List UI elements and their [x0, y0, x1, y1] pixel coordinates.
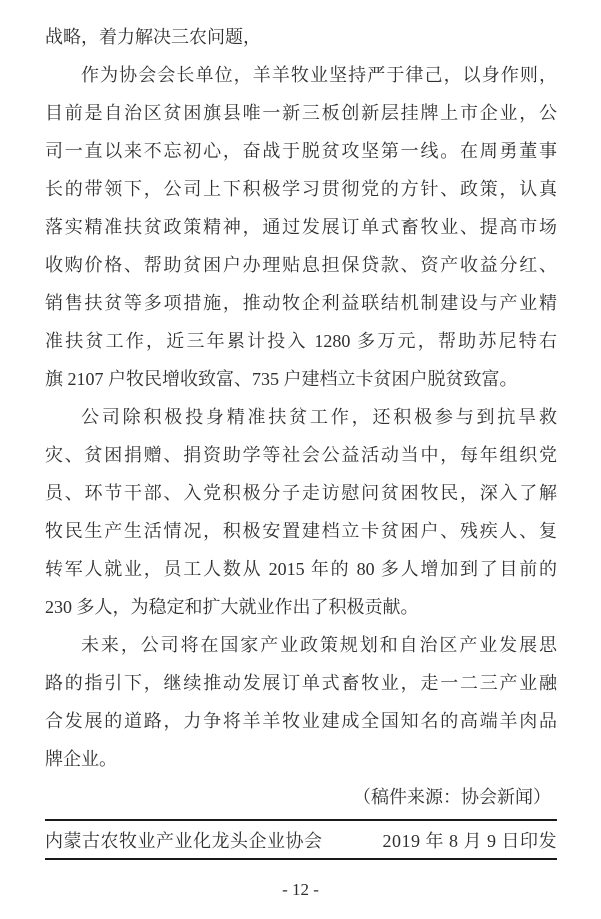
text-line: 作为协会会长单位，羊羊牧业坚持严于律己，以身作则，	[81, 65, 557, 85]
text-line: 灾、贫困捐赠、捐资助学等社会公益活动当中，每年组织党	[45, 445, 557, 465]
text-line: 合发展的道路，力争将羊羊牧业建成全国知名的高端羊肉品	[45, 711, 557, 731]
text-line: 旗 2107 户牧民增收致富、735 户建档立卡贫困户脱贫致富。	[45, 369, 518, 389]
text-line: 公司除积极投身精准扶贫工作，还积极参与到抗旱救	[81, 407, 557, 427]
document-body	[45, 18, 557, 816]
text-line: 转军人就业，员工人数从 2015 年的 80 多人增加到了目前的	[45, 559, 557, 579]
footer-rule-bottom	[45, 858, 557, 860]
footer-issuer: 内蒙古农牧业产业化龙头企业协会	[45, 830, 323, 851]
text-line: 牌企业。	[45, 749, 117, 769]
text-line: 员、环节干部、入党积极分子走访慰问贫困牧民，深入了解	[45, 483, 557, 503]
footer-print-date: 2019 年 8 月 9 日印发	[382, 830, 557, 851]
footer-bar	[45, 819, 557, 860]
text-line: 收购价格、帮助贫困户办理贴息担保贷款、资产收益分红、	[45, 255, 557, 275]
text-line: 战略，着力解决三农问题，	[45, 27, 261, 47]
page-number: - 12 -	[282, 880, 319, 899]
text-line: 目前是自治区贫困旗县唯一新三板创新层挂牌上市企业，公	[45, 103, 557, 123]
text-line: 落实精准扶贫政策精神，通过发展订单式畜牧业、提高市场	[45, 217, 557, 237]
text-line: 牧民生产生活情况，积极安置建档立卡贫困户、残疾人、复	[45, 521, 557, 541]
text-line: 准扶贫工作，近三年累计投入 1280 多万元，帮助苏尼特右	[45, 331, 557, 351]
text-line: 长的带领下，公司上下积极学习贯彻党的方针、政策，认真	[45, 179, 557, 199]
text-line: 未来，公司将在国家产业政策规划和自治区产业发展思	[81, 635, 557, 655]
text-line: 路的指引下，继续推动发展订单式畜牧业，走一二三产业融	[45, 673, 557, 693]
text-line: 销售扶贫等多项措施，推动牧企利益联结机制建设与产业精	[45, 293, 557, 313]
text-line: 司一直以来不忘初心，奋战于脱贫攻坚第一线。在周勇董事	[45, 141, 557, 161]
text-line: 230 多人，为稳定和扩大就业作出了积极贡献。	[45, 597, 419, 617]
source-attribution: （稿件来源：协会新闻）	[353, 787, 551, 807]
footer-row	[45, 821, 557, 858]
